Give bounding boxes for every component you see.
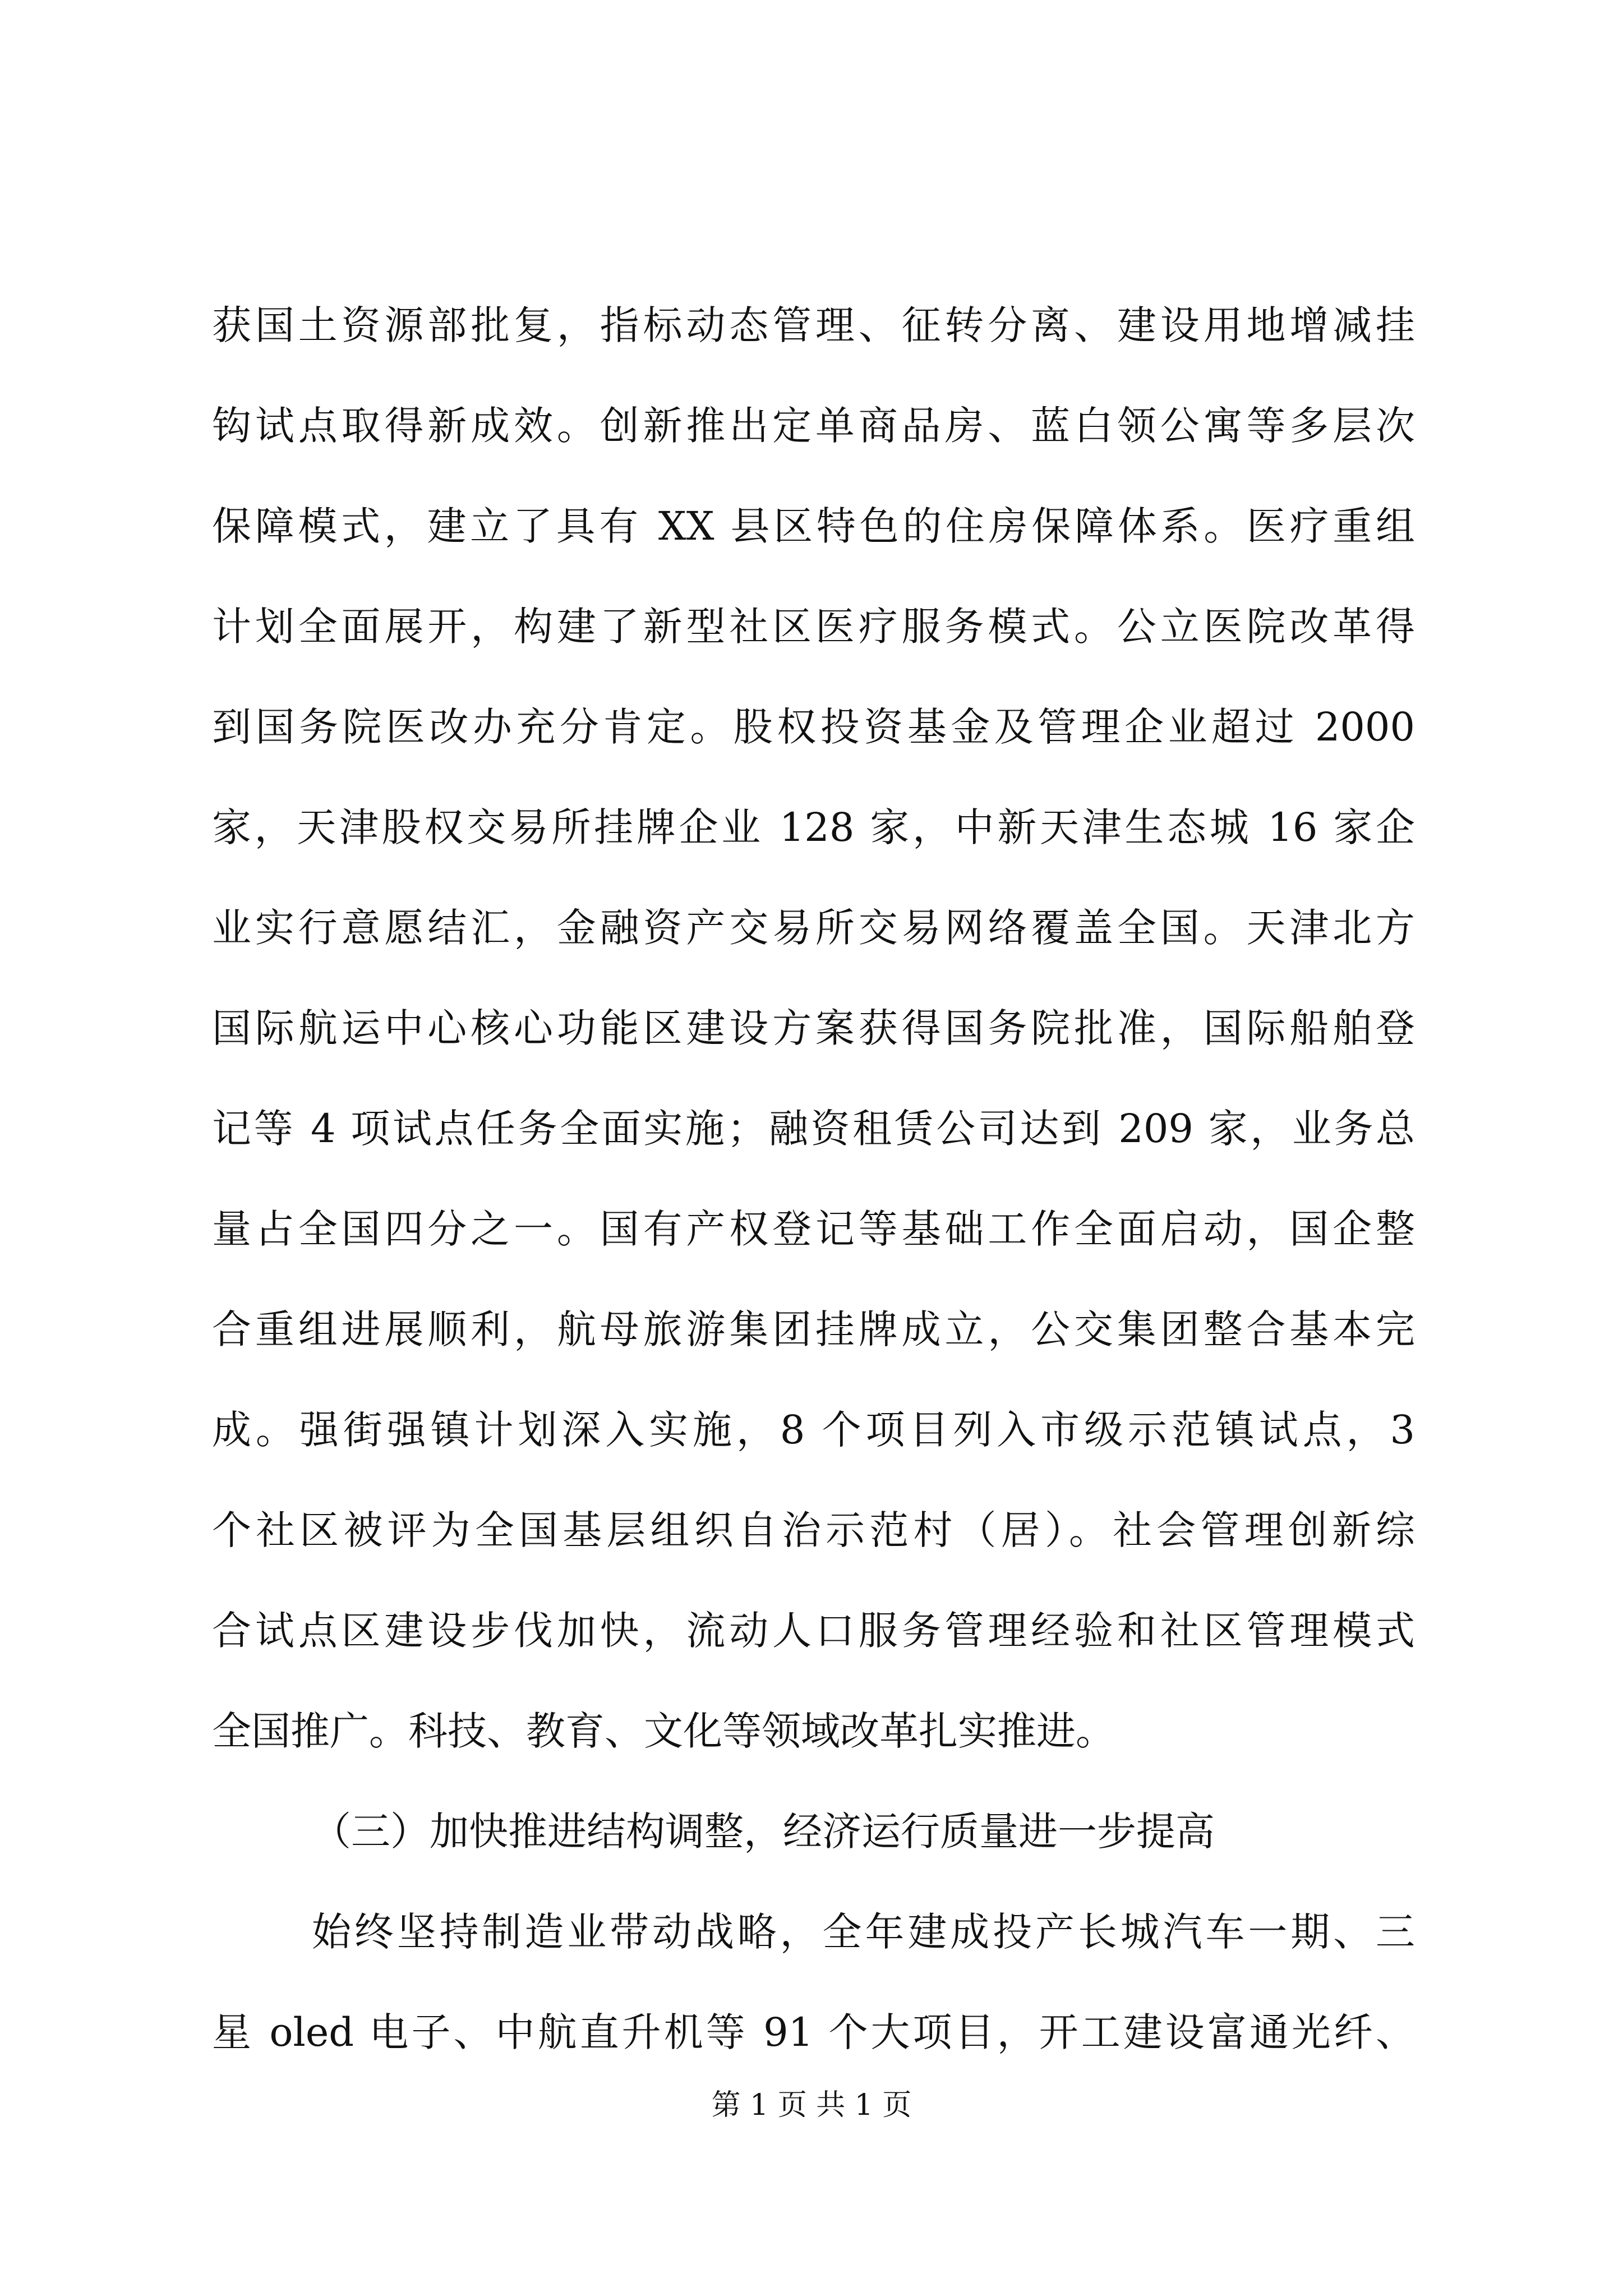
paragraph-line: 始终坚持制造业带动战略，全年建成投产长城汽车一期、三 bbox=[312, 1909, 1415, 1955]
paragraph-line: 星 oled 电子、中航直升机等 91 个大项目，开工建设富通光纤、 bbox=[212, 2009, 1415, 2055]
paragraph-line: 获国土资源部批复，指标动态管理、征转分离、建设用地增减挂 bbox=[212, 302, 1415, 348]
paragraph-line: 个社区被评为全国基层组织自治示范村（居）。社会管理创新综 bbox=[212, 1507, 1415, 1553]
paragraph-line: 记等 4 项试点任务全面实施；融资租赁公司达到 209 家，业务总 bbox=[212, 1106, 1415, 1152]
page-footer: 第 1 页 共 1 页 bbox=[711, 2088, 912, 2122]
paragraph-line: 国际航运中心核心功能区建设方案获得国务院批准，国际船舶登 bbox=[212, 1005, 1415, 1051]
paragraph-line: 成。强街强镇计划深入实施，8 个项目列入市级示范镇试点，3 bbox=[212, 1407, 1415, 1453]
paragraph-line: 业实行意愿结汇，金融资产交易所交易网络覆盖全国。天津北方 bbox=[212, 905, 1415, 951]
paragraph-line: 合重组进展顺利，航母旅游集团挂牌成立，公交集团整合基本完 bbox=[212, 1306, 1415, 1352]
paragraph-line: 全国推广。科技、教育、文化等领域改革扎实推进。 bbox=[212, 1708, 1115, 1754]
paragraph-line: 计划全面展开，构建了新型社区医疗服务模式。公立医院改革得 bbox=[212, 604, 1415, 650]
paragraph-line: 合试点区建设步伐加快，流动人口服务管理经验和社区管理模式 bbox=[212, 1608, 1415, 1654]
paragraph-line: 家，天津股权交易所挂牌企业 128 家，中新天津生态城 16 家企 bbox=[212, 804, 1415, 850]
paragraph-line: 量占全国四分之一。国有产权登记等基础工作全面启动，国企整 bbox=[212, 1206, 1415, 1252]
section-heading: （三）加快推进结构调整，经济运行质量进一步提高 bbox=[312, 1809, 1215, 1855]
paragraph-line: 钩试点取得新成效。创新推出定单商品房、蓝白领公寓等多层次 bbox=[212, 403, 1415, 449]
paragraph-line: 到国务院医改办充分肯定。股权投资基金及管理企业超过 2000 bbox=[212, 704, 1415, 750]
paragraph-line: 保障模式，建立了具有 XX 县区特色的住房保障体系。医疗重组 bbox=[212, 503, 1415, 549]
